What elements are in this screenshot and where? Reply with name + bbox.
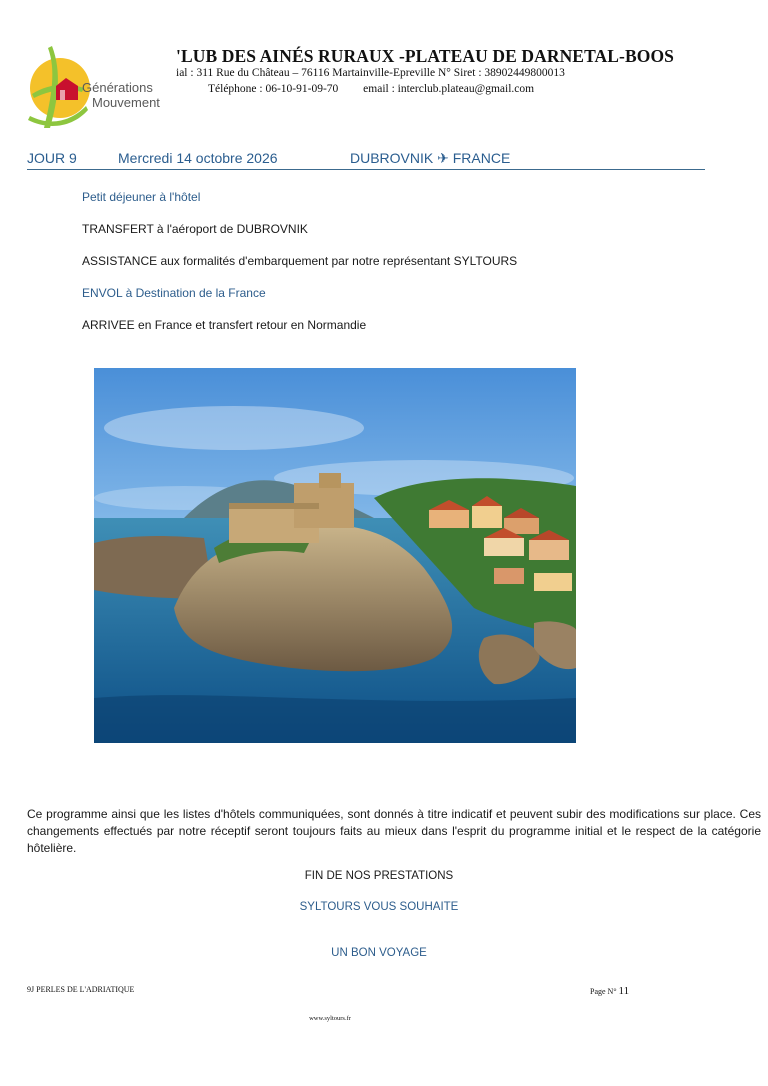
bon-voyage: UN BON VOYAGE <box>331 947 427 959</box>
day-route: DUBROVNIK ✈ FRANCE <box>350 150 511 166</box>
syltours-wish: SYLTOURS VOUS SOUHAITE <box>299 901 459 913</box>
end-of-services: FIN DE NOS PRESTATIONS <box>304 870 454 882</box>
club-email: email : interclub.plateau@gmail.com <box>363 83 535 95</box>
day-label: JOUR 9 <box>27 150 77 166</box>
page-label: Page N° <box>590 987 617 996</box>
club-phone: Téléphone : 06-10-91-09-70 <box>208 83 339 95</box>
program-item-arrival: ARRIVEE en France et transfert retour en Normandie <box>82 318 367 332</box>
club-title: 'LUB DES AINÉS RURAUX -PLATEAU DE DARNETAL-BOOS <box>176 46 675 66</box>
footer-tour-name: 9J PERLES DE L'ADRIATIQUE <box>27 985 135 994</box>
club-contact <box>208 83 534 95</box>
day-date: Mercredi 14 octobre 2026 <box>118 150 278 166</box>
footer-page-number <box>590 985 629 997</box>
disclaimer-paragraph: Ce programme ainsi que les listes d'hôtels communiquées, sont donnés à titre indicatif et peuvent subir des modifications sur place. Ces changements effectués par notre réceptif seront toujours faits au mieux dans l'esprit du programme initial et le respect de la catégorie hôtelière. <box>27 807 761 855</box>
footer-website: www.syltours.fr <box>309 1015 351 1022</box>
program-item-flight: ENVOL à Destination de la France <box>82 286 266 300</box>
club-address: ial : 311 Rue du Château – 76116 Martainville-Epreville N° Siret : 38902449800013 <box>176 67 565 79</box>
generations-mouvement-logo <box>26 40 178 132</box>
day-header <box>27 150 705 170</box>
logo-text-mouvement: Mouvement <box>92 95 160 110</box>
program-item-breakfast: Petit déjeuner à l'hôtel <box>82 190 201 204</box>
program-item-assistance: ASSISTANCE aux formalités d'embarquement par notre représentant SYLTOURS <box>82 254 518 268</box>
program-item-transfer: TRANSFERT à l'aéroport de DUBROVNIK <box>82 222 308 236</box>
dubrovnik-fortress-photo <box>94 368 576 743</box>
page-number: 11 <box>618 985 630 997</box>
logo-text-generations: Générations <box>82 80 153 95</box>
